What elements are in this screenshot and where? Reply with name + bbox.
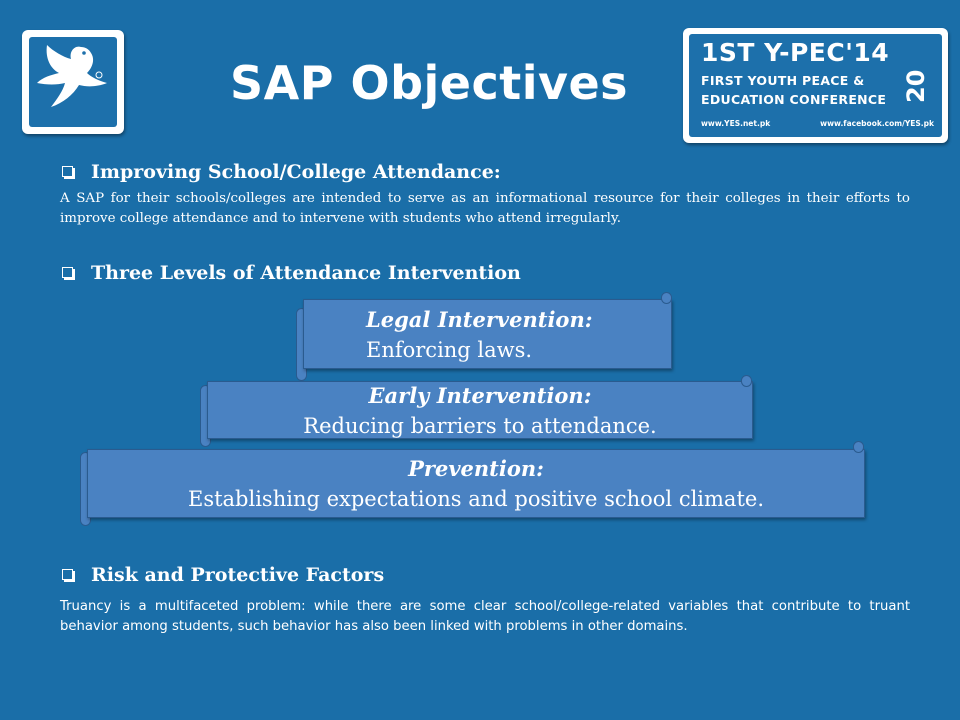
conference-logo-line2: EDUCATION CONFERENCE (701, 92, 887, 107)
conference-logo-year: 20 (902, 69, 930, 103)
level-description: Reducing barriers to attendance. (303, 414, 657, 438)
conference-logo-title: 1ST Y-PEC'14 (701, 38, 890, 67)
section-heading-risk-factors (62, 566, 384, 585)
level-text-early (208, 380, 752, 442)
section-body-risk-factors: Truancy is a multifaceted problem: while there are some clear school/college-related variables that contribute to truant behavior among students, such behavior has also been linked with problems in other domains. (60, 599, 910, 634)
heading-text: Three Levels of Attendance Intervention (91, 262, 521, 284)
checkbox-bullet-icon (62, 267, 73, 278)
conference-logo (683, 28, 948, 143)
level-description: Enforcing laws. (366, 338, 533, 362)
level-text-prevention (88, 453, 864, 515)
scroll-roll-right (853, 441, 864, 453)
conference-facebook: www.facebook.com/YES.pk (820, 119, 934, 128)
organization-logo (22, 30, 124, 134)
level-text-legal (366, 304, 592, 366)
level-title: Prevention: (408, 456, 544, 481)
checkbox-bullet-icon (62, 569, 73, 580)
dove-icon (29, 37, 117, 127)
conference-logo-links (701, 119, 934, 128)
level-scroll-legal (303, 299, 672, 369)
level-scroll-prevention (87, 449, 865, 518)
level-scroll-early (207, 381, 753, 439)
slide-title: SAP Objectives (230, 56, 629, 110)
conference-logo-line1: FIRST YOUTH PEACE & (701, 73, 865, 88)
scroll-roll-right (661, 292, 672, 304)
level-description: Establishing expectations and positive school climate. (187, 487, 764, 511)
heading-text: Risk and Protective Factors (91, 564, 385, 586)
level-title: Legal Intervention: (366, 307, 593, 332)
section-heading-intervention-levels (62, 264, 521, 283)
level-title: Early Intervention: (368, 383, 592, 408)
scroll-roll-right (741, 375, 752, 387)
section-body-attendance: A SAP for their schools/colleges are intended to serve as an informational resource for their colleges in their efforts to improve college attendance and to intervene with students who attend irregularly. (60, 191, 910, 226)
section-heading-attendance (62, 163, 501, 182)
checkbox-bullet-icon (62, 166, 73, 177)
conference-website: www.YES.net.pk (701, 119, 771, 128)
heading-text: Improving School/College Attendance: (91, 161, 501, 183)
